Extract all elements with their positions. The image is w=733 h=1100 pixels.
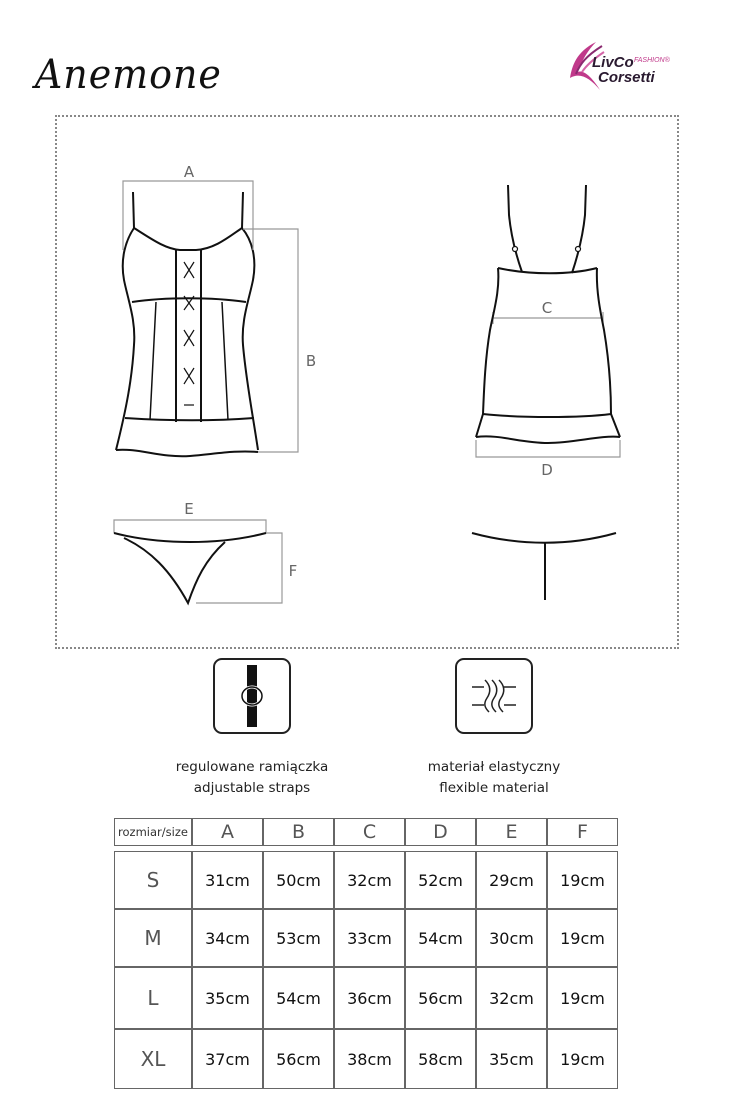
size-cell: L <box>114 967 192 1029</box>
elastic-material-icon <box>455 658 533 734</box>
header-cell: F <box>547 818 618 846</box>
measurement-cell: 56cm <box>405 967 476 1029</box>
header-cell: C <box>334 818 405 846</box>
header-cell: D <box>405 818 476 846</box>
measurement-cell: 32cm <box>334 851 405 909</box>
measurement-cell: 19cm <box>547 967 618 1029</box>
header-cell: B <box>263 818 334 846</box>
measurement-cell: 30cm <box>476 909 547 967</box>
measurement-cell: 19cm <box>547 851 618 909</box>
size-cell: S <box>114 851 192 909</box>
table-row <box>114 967 618 1029</box>
size-table-header <box>114 818 618 846</box>
measurement-cell: 34cm <box>192 909 263 967</box>
feature-label-pl: materiał elastyczny <box>427 759 561 775</box>
measurement-cell: 33cm <box>334 909 405 967</box>
measurement-cell: 38cm <box>334 1029 405 1089</box>
measurement-cell: 54cm <box>263 967 334 1029</box>
dimension-label-c: C <box>541 299 553 317</box>
measurement-cell: 32cm <box>476 967 547 1029</box>
size-cell: M <box>114 909 192 967</box>
measurement-cell: 29cm <box>476 851 547 909</box>
adjustable-strap-icon <box>213 658 291 734</box>
dimension-label-f: F <box>288 562 298 580</box>
logo-text-fashion: FASHION® <box>634 57 670 64</box>
size-cell: XL <box>114 1029 192 1089</box>
front-top-drawing <box>116 192 258 456</box>
header-cell: E <box>476 818 547 846</box>
thong-back-drawing <box>472 533 616 600</box>
logo-text-corsetti: Corsetti <box>598 69 655 86</box>
measurement-cell: 50cm <box>263 851 334 909</box>
measurement-cell: 37cm <box>192 1029 263 1089</box>
feature-label-en: adjustable straps <box>193 780 311 796</box>
table-row <box>114 1029 618 1089</box>
measurement-cell: 54cm <box>405 909 476 967</box>
dimension-label-b: B <box>305 352 317 370</box>
thong-front-drawing <box>114 533 266 603</box>
header-cell-size: rozmiar/size <box>114 818 192 846</box>
measurement-cell: 19cm <box>547 1029 618 1089</box>
feature-label-pl: regulowane ramiączka <box>175 759 329 775</box>
feature-flexible-material <box>374 757 614 799</box>
dimension-label-a: A <box>183 163 195 181</box>
product-title: Anemone <box>34 52 222 98</box>
measurement-cell: 58cm <box>405 1029 476 1089</box>
dimension-label-d: D <box>541 461 553 479</box>
logo-text-livco: LivCo <box>592 54 634 71</box>
table-header-row <box>114 818 618 846</box>
size-table <box>114 851 618 1089</box>
feature-label-en: flexible material <box>439 780 549 796</box>
measurement-cell: 31cm <box>192 851 263 909</box>
measurement-cell: 36cm <box>334 967 405 1029</box>
measurement-cell: 52cm <box>405 851 476 909</box>
table-row <box>114 909 618 967</box>
feature-adjustable-straps <box>132 757 372 799</box>
header-cell: A <box>192 818 263 846</box>
measurement-cell: 35cm <box>192 967 263 1029</box>
measurement-cell: 53cm <box>263 909 334 967</box>
table-row <box>114 851 618 909</box>
dimension-label-e: E <box>184 500 194 518</box>
measurement-cell: 35cm <box>476 1029 547 1089</box>
dimension-lines <box>114 181 620 603</box>
measurement-cell: 19cm <box>547 909 618 967</box>
measurement-cell: 56cm <box>263 1029 334 1089</box>
